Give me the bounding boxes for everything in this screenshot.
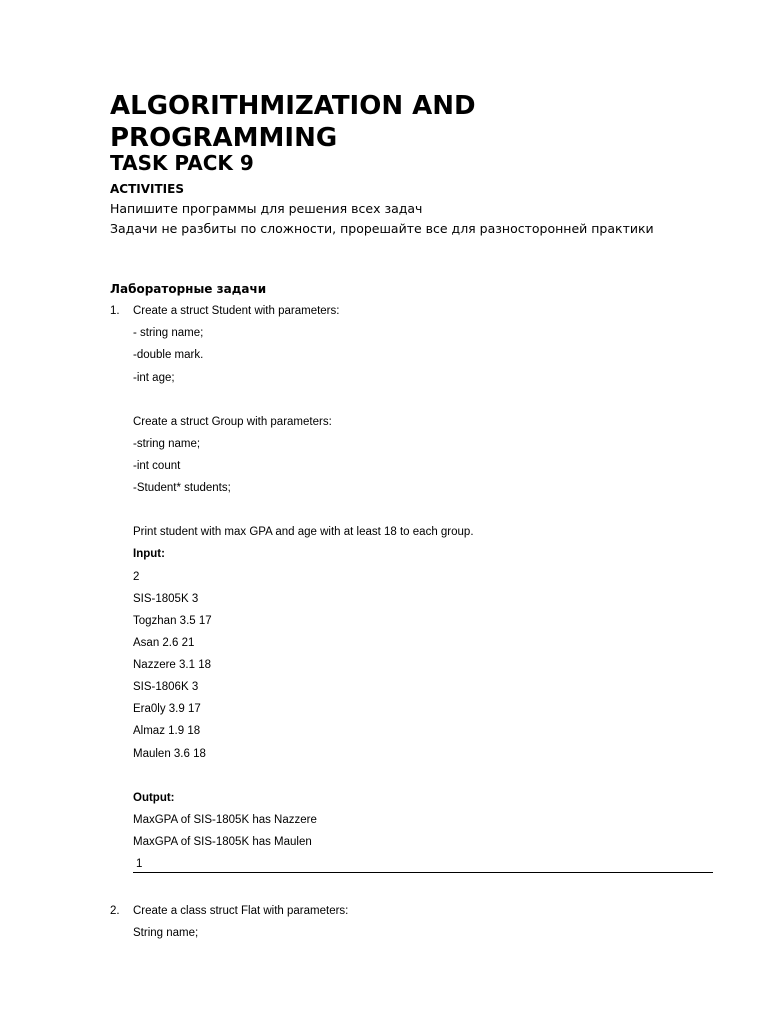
task-1-line: -string name; (133, 438, 201, 450)
input-line: Togzhan 3.5 17 (133, 615, 212, 627)
task-2-line: Create a class struct Flat with parameters: (133, 905, 349, 917)
task-2-line: String name; (133, 927, 199, 939)
input-line: Maulen 3.6 18 (133, 748, 206, 760)
task-1-line: Create a struct Student with parameters: (133, 305, 340, 317)
task-1-number: 1. (110, 305, 120, 317)
activities-label: ACTIVITIES (110, 182, 184, 196)
task-1-line: -int count (133, 460, 181, 472)
document-subtitle: TASK PACK 9 (110, 151, 254, 175)
input-line: Almaz 1.9 18 (133, 725, 201, 737)
intro-line-2: Задачи не разбиты по сложности, прорешайте все для разносторонней практики (110, 221, 654, 236)
input-line: SIS-1805K 3 (133, 593, 199, 605)
input-line: SIS-1806K 3 (133, 681, 199, 693)
task-1-line: -int age; (133, 372, 175, 384)
intro-line-1: Напишите программы для решения всех задач (110, 201, 423, 216)
footer-divider (133, 872, 713, 873)
input-line: Nazzere 3.1 18 (133, 659, 211, 671)
output-line: MaxGPA of SIS-1805K has Nazzere (133, 814, 317, 826)
task-1-line: -double mark. (133, 349, 204, 361)
output-line: MaxGPA of SIS-1805K has Maulen (133, 836, 312, 848)
document-title: ALGORITHMIZATION AND PROGRAMMING (110, 91, 476, 153)
task-1-line: -Student* students; (133, 482, 231, 494)
input-label: Input: (133, 548, 165, 560)
input-line: Era0ly 3.9 17 (133, 703, 201, 715)
input-line: Asan 2.6 21 (133, 637, 195, 649)
section-heading: Лабораторные задачи (110, 282, 267, 296)
task-2-number: 2. (110, 905, 120, 917)
input-line: 2 (133, 571, 140, 583)
task-1-line: Print student with max GPA and age with at least 18 to each group. (133, 526, 474, 538)
task-1-line: Create a struct Group with parameters: (133, 416, 332, 428)
output-label: Output: (133, 792, 175, 804)
page-number: 1 (136, 858, 143, 870)
task-1-line: - string name; (133, 327, 204, 339)
